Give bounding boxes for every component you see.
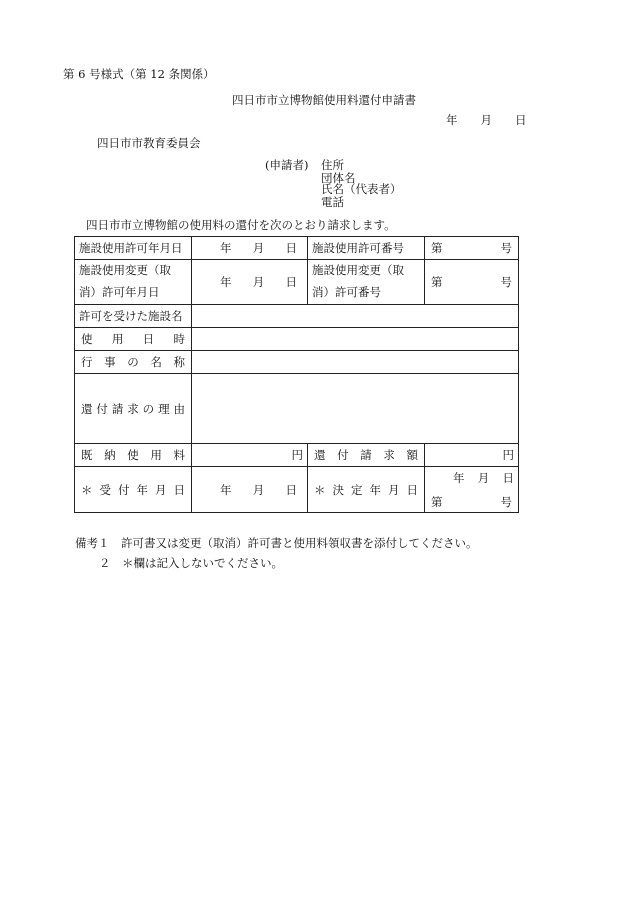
yen-unit: 円 xyxy=(291,448,303,462)
no-suffix: 号 xyxy=(500,241,512,255)
event-name-field[interactable] xyxy=(192,351,519,374)
row-change xyxy=(75,260,519,305)
yen-unit: 円 xyxy=(502,448,514,462)
no-suffix: 号 xyxy=(500,494,512,509)
row-event-name xyxy=(75,351,519,374)
refund-amount-field[interactable] xyxy=(425,444,519,467)
reason-field[interactable] xyxy=(192,374,519,444)
facility-label: 許可を受けた施設名 xyxy=(75,305,192,328)
permit-no-field[interactable] xyxy=(425,237,519,260)
change-date-field[interactable] xyxy=(192,260,308,305)
change-no-label xyxy=(308,260,425,305)
ymd-day: 日 xyxy=(285,482,297,497)
no-prefix: 第 xyxy=(431,275,443,289)
ymd-day: 日 xyxy=(285,275,297,289)
ymd-day: 日 xyxy=(285,241,297,255)
applicant-group-label: 団体名 xyxy=(321,171,356,185)
row-office-use xyxy=(75,467,519,513)
change-date-label xyxy=(75,260,192,305)
no-suffix: 号 xyxy=(500,275,512,289)
paid-fee-field[interactable] xyxy=(192,444,308,467)
ymd-month: 月 xyxy=(252,275,265,289)
decision-field[interactable] xyxy=(425,467,519,513)
use-datetime-field[interactable] xyxy=(192,328,519,351)
date-month: 月 xyxy=(480,113,492,127)
document-title: 四日市市立博物館使用料還付申請書 xyxy=(232,93,416,107)
applicant-address-label: 住所 xyxy=(321,158,344,172)
date-day: 日 xyxy=(515,113,527,127)
application-date xyxy=(446,115,527,127)
refund-amount-label: 還付請求額 xyxy=(308,444,425,467)
row-permit xyxy=(75,237,519,260)
change-no-label-line2: 消）許可番号 xyxy=(312,285,381,299)
applicant-name-label: 氏名（代表者） xyxy=(321,182,402,196)
ymd-day: 日 xyxy=(502,470,514,485)
refund-form-table xyxy=(74,236,519,513)
no-prefix: 第 xyxy=(431,241,443,255)
facility-field[interactable] xyxy=(192,305,519,328)
ymd-year: 年 xyxy=(220,241,232,255)
date-year: 年 xyxy=(446,113,458,127)
change-no-field[interactable] xyxy=(425,260,519,305)
change-date-label-line1: 施設使用変更（取 xyxy=(79,263,171,278)
note-2: ２ ＊欄は記入しないでください。 xyxy=(99,556,283,570)
permit-date-field[interactable] xyxy=(192,237,308,260)
no-prefix: 第 xyxy=(431,494,443,509)
decision-date-label: ＊決定年月日 xyxy=(308,467,425,513)
permit-date-label: 施設使用許可年月日 xyxy=(75,237,192,260)
ymd-year: 年 xyxy=(453,470,465,485)
row-use-datetime xyxy=(75,328,519,351)
row-facility xyxy=(75,305,519,328)
reason-label: 還付請求の理由 xyxy=(75,374,192,444)
paid-fee-label: 既納使用料 xyxy=(75,444,192,467)
ymd-year: 年 xyxy=(220,482,232,497)
form-number: 第 6 号様式（第 12 条関係） xyxy=(63,67,215,81)
received-date-label: ＊受付年月日 xyxy=(75,467,192,513)
ymd-month: 月 xyxy=(252,482,265,497)
change-date-label-line2: 消）許可年月日 xyxy=(79,285,160,299)
event-name-label: 行事の名称 xyxy=(75,351,192,374)
row-reason xyxy=(75,374,519,444)
row-fees xyxy=(75,444,519,467)
ymd-year: 年 xyxy=(220,275,232,289)
addressee: 四日市市教育委員会 xyxy=(97,136,201,150)
applicant-label: (申請者) xyxy=(265,158,309,172)
applicant-phone-label: 電話 xyxy=(321,195,344,209)
request-statement: 四日市市立博物館の使用料の還付を次のとおり請求します。 xyxy=(86,218,396,232)
ymd-month: 月 xyxy=(477,470,490,485)
ymd-month: 月 xyxy=(252,241,265,255)
use-datetime-label: 使用日時 xyxy=(75,328,192,351)
change-no-label-line1: 施設使用変更（取 xyxy=(312,263,404,278)
received-date-field[interactable] xyxy=(192,467,308,513)
note-1: 備考１ 許可書又は変更（取消）許可書と使用料領収書を添付してください。 xyxy=(75,536,478,550)
permit-no-label: 施設使用許可番号 xyxy=(308,237,425,260)
